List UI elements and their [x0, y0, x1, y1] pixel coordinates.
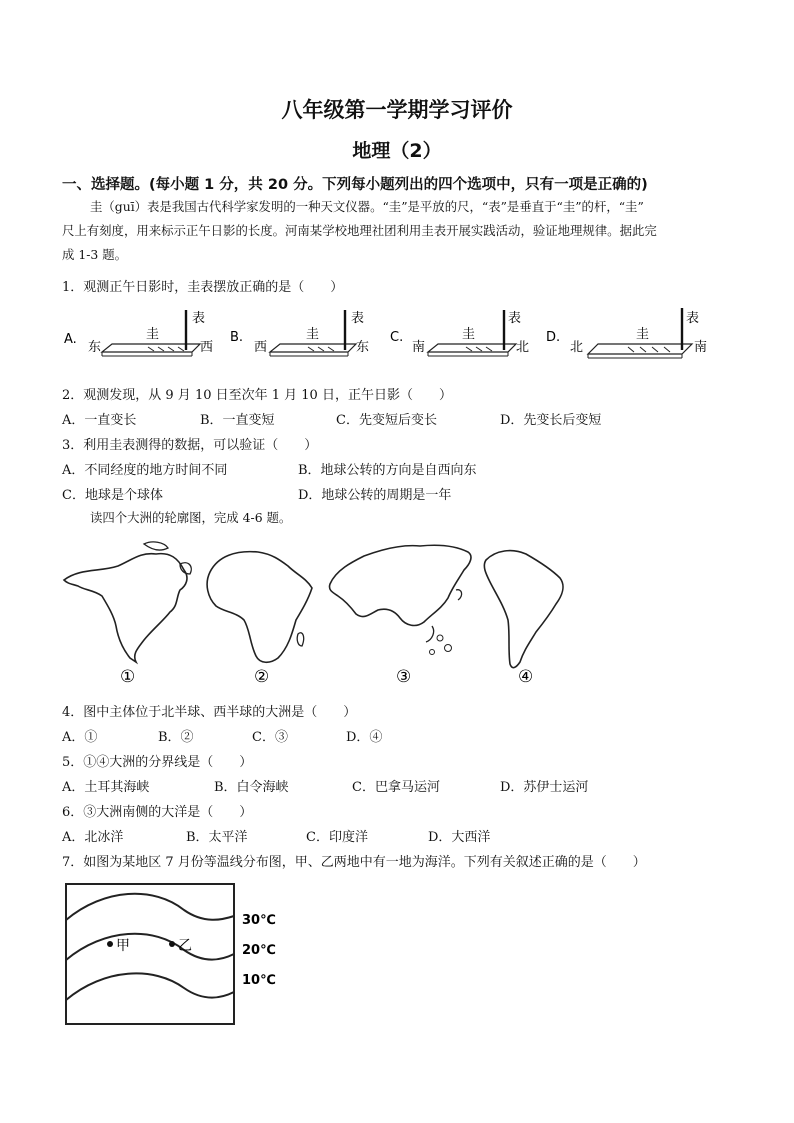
point-jia-dot	[107, 941, 113, 947]
question-4-stem: 4．图中主体位于北半球、西半球的大洲是（ ）	[62, 705, 357, 720]
intro-line-3: 成 1-3 题。	[62, 247, 128, 262]
option-d-right-direction: 南	[694, 340, 708, 355]
q4-option-c[interactable]: C．③	[252, 730, 288, 745]
isotherm-10-label: 10℃	[242, 973, 276, 988]
option-a-letter: A.	[64, 332, 77, 347]
q4-option-a[interactable]: A．①	[62, 730, 98, 745]
isotherm-20-label: 20℃	[242, 943, 276, 958]
continent-1-outline	[64, 554, 187, 662]
isotherm-30-label: 30℃	[242, 913, 276, 928]
isotherm-20	[66, 934, 234, 960]
page-subtitle: 地理（2）	[352, 140, 442, 162]
option-c-biao-label: 表	[508, 311, 522, 326]
q2-option-a[interactable]: A．一直变长	[62, 413, 137, 428]
point-yi-label: 乙	[178, 938, 192, 954]
q3-option-c[interactable]: C．地球是个球体	[62, 488, 163, 503]
option-d-diagram[interactable]	[546, 308, 707, 358]
q2-option-c[interactable]: C．先变短后变长	[336, 413, 437, 428]
q5-option-a[interactable]: A．土耳其海峡	[62, 780, 150, 795]
q2-option-b[interactable]: B．一直变短	[200, 413, 275, 428]
q4-option-d[interactable]: D．④	[346, 730, 383, 745]
option-a-right-direction: 西	[200, 340, 214, 355]
isotherm-map-frame	[66, 884, 234, 1024]
q2-option-d[interactable]: D．先变长后变短	[500, 413, 602, 428]
continent-4-label: ④	[518, 667, 534, 687]
point-jia-label: 甲	[116, 938, 130, 954]
option-a-biao-label: 表	[192, 311, 206, 326]
option-c-letter: C.	[390, 330, 404, 345]
section-heading: 一、选择题。(每小题 1 分，共 20 分。下列每小题列出的四个选项中，只有一项是正确的)	[62, 177, 648, 193]
continent-outlines	[60, 530, 580, 690]
option-d-left-direction: 北	[570, 340, 584, 355]
option-b-gui-label: 圭	[306, 327, 320, 342]
option-a-gui-label: 圭	[146, 327, 160, 342]
q4-option-b[interactable]: B．②	[158, 730, 194, 745]
option-b-diagram[interactable]	[230, 310, 369, 356]
isotherm-30	[66, 894, 234, 920]
option-d-letter: D.	[546, 330, 561, 345]
intro-line-1: 圭（guī）表是我国古代科学家发明的一种天文仪器。“圭”是平放的尺，“表”是垂直于“圭”的杆，“圭”	[90, 199, 644, 214]
continent-4-outline	[484, 551, 563, 668]
q5-option-c[interactable]: C．巴拿马运河	[352, 780, 440, 795]
option-c-right-direction: 北	[516, 340, 530, 355]
q3-option-d[interactable]: D．地球公转的周期是一年	[298, 488, 452, 503]
q5-option-d[interactable]: D．苏伊士运河	[500, 780, 589, 795]
point-yi-dot	[169, 941, 175, 947]
continent-1-label: ①	[120, 667, 136, 687]
q6-option-a[interactable]: A．北冰洋	[62, 830, 124, 845]
question-7-stem: 7．如图为某地区 7 月份等温线分布图，甲、乙两地中有一地为海洋。下列有关叙述正确的是（ ）	[62, 855, 646, 870]
q1-diagrams	[58, 300, 718, 380]
isotherm-map	[64, 880, 294, 1028]
intro-continents: 读四个大洲的轮廓图，完成 4-6 题。	[90, 510, 292, 525]
option-b-left-direction: 西	[254, 340, 268, 355]
option-a-left-direction: 东	[88, 340, 102, 355]
option-c-gui-label: 圭	[462, 327, 476, 342]
continent-3-label: ③	[396, 667, 412, 687]
question-3-stem: 3．利用圭表测得的数据，可以验证（ ）	[62, 438, 318, 453]
option-d-gui-label: 圭	[636, 327, 650, 342]
continent-2-outline	[207, 552, 312, 663]
intro-line-2: 尺上有刻度，用来标示正午日影的长度。河南某学校地理社团利用圭表开展实践活动，验证地理规律。据此完	[62, 223, 657, 238]
q6-option-d[interactable]: D．大西洋	[428, 830, 491, 845]
option-b-right-direction: 东	[356, 340, 370, 355]
option-c-left-direction: 南	[412, 340, 426, 355]
option-d-biao-label: 表	[686, 311, 700, 326]
page-title: 八年级第一学期学习评价	[281, 98, 513, 122]
option-c-diagram[interactable]	[390, 310, 529, 356]
option-b-letter: B.	[230, 330, 244, 345]
continent-2-label: ②	[254, 667, 270, 687]
q5-option-b[interactable]: B．白令海峡	[214, 780, 289, 795]
q6-option-b[interactable]: B．太平洋	[186, 830, 248, 845]
question-2-stem: 2．观测发现，从 9 月 10 日至次年 1 月 10 日，正午日影（ ）	[62, 388, 452, 403]
question-5-stem: 5．①④大洲的分界线是（ ）	[62, 755, 253, 770]
q6-option-c[interactable]: C．印度洋	[306, 830, 368, 845]
question-6-stem: 6．③大洲南侧的大洋是（ ）	[62, 805, 253, 820]
option-b-biao-label: 表	[351, 311, 365, 326]
continent-3-outline	[329, 545, 470, 625]
q3-option-a[interactable]: A．不同经度的地方时间不同	[62, 463, 228, 478]
q3-option-b[interactable]: B．地球公转的方向是自西向东	[298, 463, 477, 478]
option-a-diagram[interactable]	[64, 310, 213, 356]
question-1-stem: 1．观测正午日影时，圭表摆放正确的是（ ）	[62, 280, 344, 295]
isotherm-10	[66, 973, 234, 1000]
